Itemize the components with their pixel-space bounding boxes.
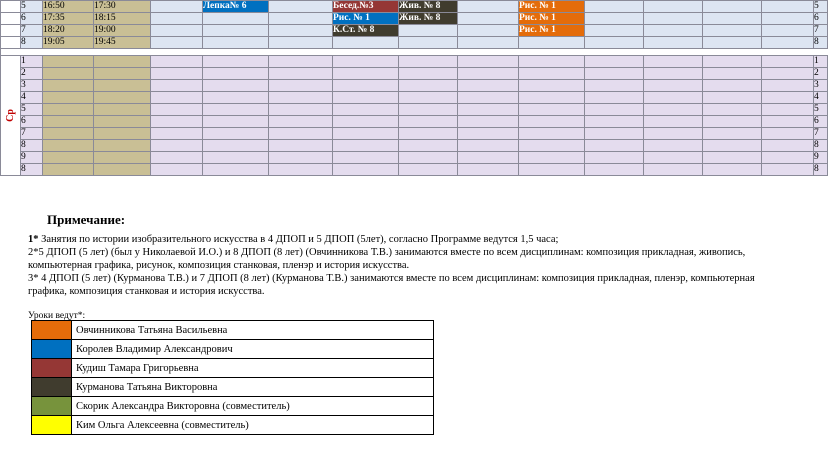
teacher-legend (31, 320, 434, 435)
notes-title: Примечание: (47, 212, 126, 227)
table-row: 9 9 (1, 152, 828, 164)
table-row: Ср 1 1 (1, 56, 828, 68)
teacher-name: Королев Владимир Александрович (72, 340, 434, 359)
table-row: 8 19:05 19:45 8 (1, 37, 828, 49)
lesson-block: Рис. № 1 (519, 13, 585, 25)
table-row: 7 7 (1, 128, 828, 140)
legend-row (32, 340, 434, 359)
legend-row (32, 416, 434, 435)
color-swatch (32, 397, 72, 416)
table-row: 8 8 (1, 164, 828, 176)
note-3: 3* 4 ДПОП (5 лет) (Курманова Т.В.) и 7 ДПОП (8 лет) (Курманова Т.В.) занимаются вместе по всем дисциплинам: композиция прикладная, пленэр, компьютерная (28, 273, 755, 284)
teacher-name: Скорик Александра Викторовна (совместитель) (72, 397, 434, 416)
lesson-block: Рис. № 1 (519, 1, 585, 13)
note-1 (28, 234, 828, 246)
note-1-marker: 1* (28, 234, 39, 245)
note-1-text: Занятия по истории изобразительного искусства в 4 ДПОП и 5 ДПОП (5лет), согласно Программе ведутся 1,5 часа; (38, 234, 559, 245)
color-swatch (32, 340, 72, 359)
table-row: 6 6 (1, 116, 828, 128)
teacher-name: Ким Ольга Алексеевна (совместитель) (72, 416, 434, 435)
teacher-name: Овчинникова Татьяна Васильевна (72, 321, 434, 340)
lesson-block: Жив. № 8 (399, 13, 458, 25)
lesson-block: Жив. № 8 (399, 1, 458, 13)
table-row: 2 2 (1, 68, 828, 80)
day-separator (1, 49, 828, 56)
color-swatch (32, 416, 72, 435)
teacher-name: Кудиш Тамара Григорьевна (72, 359, 434, 378)
lesson-block: Рис. № 1 (519, 25, 585, 37)
schedule-grid (0, 0, 828, 176)
teachers-caption: Уроки ведут*: (28, 311, 86, 321)
legend-row (32, 321, 434, 340)
color-swatch (32, 378, 72, 397)
color-swatch (32, 321, 72, 340)
lesson-block: Рис. № 1 (333, 13, 399, 25)
note-3-cont: графика, композиция станковая и история искусства. (28, 286, 265, 297)
note-2-cont: компьютерная графика, рисунок, композиция станковая, пленэр и история искусства. (28, 260, 410, 271)
lesson-block: Лепка№ 6 (203, 1, 269, 13)
table-row: 6 17:35 18:15 Рис. № 1 Жив. № 8 Рис. № 1 6 (1, 13, 828, 25)
day-label: Ср (4, 108, 16, 122)
legend-row (32, 359, 434, 378)
lesson-block: К.Ст. № 8 (333, 25, 399, 37)
legend-row (32, 378, 434, 397)
color-swatch (32, 359, 72, 378)
teacher-name: Курманова Татьяна Викторовна (72, 378, 434, 397)
table-row: 5 5 (1, 104, 828, 116)
lesson-block: Бесед.№3 (333, 1, 399, 13)
table-row: 4 4 (1, 92, 828, 104)
table-row: 3 3 (1, 80, 828, 92)
table-row: 7 18:20 19:00 К.Ст. № 8 Рис. № 1 7 (1, 25, 828, 37)
legend-row (32, 397, 434, 416)
table-row: 8 8 (1, 140, 828, 152)
note-2: 2*5 ДПОП (5 лет) (был у Николаевой И.О.) и 8 ДПОП (8 лет) (Овчинникова Т.В.) занимаются вместе по всем дисциплинам: композиция прикладная, живопись, (28, 247, 746, 258)
table-row: 5 16:50 17:30 Лепка№ 6 Бесед.№3 Жив. № 8 Рис. № 1 5 (1, 1, 828, 13)
